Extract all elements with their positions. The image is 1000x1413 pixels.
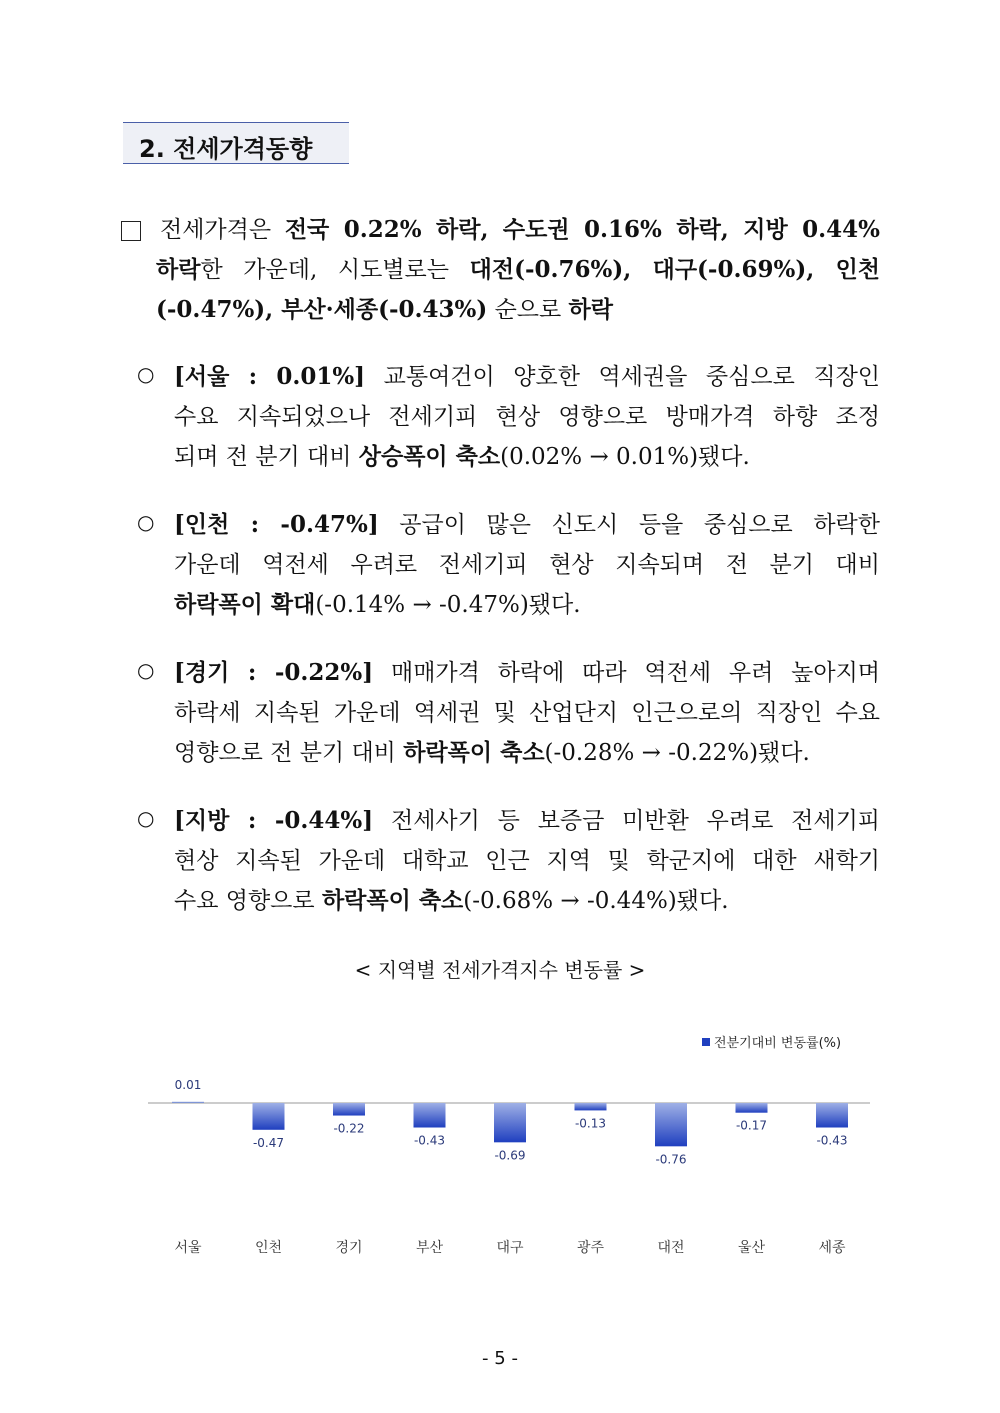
data-label-대구: -0.69 <box>494 1148 526 1163</box>
bullet-text: 현상 지속된 가운데 대학교 인근 지역 및 학군지에 대한 새학기 <box>174 848 880 874</box>
bullet-text: 전세사기 등 보증금 미반환 우려로 전세기피 <box>373 808 881 834</box>
data-label-경기: -0.22 <box>333 1121 365 1136</box>
bullet-text: 수요 영향으로 <box>174 888 322 914</box>
summary-line-3 <box>156 290 880 330</box>
summary-text-bold: (-0.47%), 부산·세종(-0.43%) <box>156 296 488 323</box>
legend-label: 전분기대비 변동률(%) <box>714 1036 842 1051</box>
bar-서울 <box>172 1102 204 1103</box>
bullet-circle-icon: ○ <box>137 510 155 534</box>
summary-text-bold: 대전(-0.76%), 대구(-0.69%), 인천 <box>469 256 880 283</box>
bullet-head: [인천 : -0.47%] <box>174 511 379 538</box>
summary-text: 순으로 <box>487 297 569 323</box>
bullet-text: (-0.28% → -0.22%) <box>544 740 759 766</box>
page-number: - 5 - <box>482 1348 518 1369</box>
category-label-부산: 부산 <box>415 1240 444 1256</box>
category-label-인천: 인천 <box>254 1240 283 1256</box>
bullet-head: [지방 : -0.44%] <box>174 807 374 834</box>
bar-대전 <box>655 1103 687 1146</box>
bullet-text: 되며 전 분기 대비 <box>174 444 359 470</box>
data-label-인천: -0.47 <box>252 1135 285 1150</box>
category-label-대구: 대구 <box>496 1240 524 1256</box>
bullet-text-bold: 하락폭이 확대 <box>174 591 316 618</box>
section-title: 2. 전세가격동향 <box>139 135 313 163</box>
bar-대구 <box>494 1103 526 1142</box>
bullet-text: 가운데 역전세 우려로 전세기피 현상 지속되며 전 분기 대비 <box>174 552 880 578</box>
bullet-text: 수요 지속되었으나 전세기피 현상 영향으로 방매가격 하향 조정 <box>174 404 880 430</box>
bullet-text: 영향으로 전 분기 대비 <box>174 740 404 766</box>
summary-paragraph <box>160 210 880 250</box>
bullet-text-bold: 상승폭이 축소 <box>358 443 501 470</box>
section-title-box <box>123 122 349 164</box>
bullet-text: 됐다. <box>698 444 750 470</box>
bullet-text-bold: 하락폭이 축소 <box>321 887 464 914</box>
category-label-서울: 서울 <box>174 1240 202 1256</box>
bullet-circle-icon: ○ <box>137 362 155 386</box>
bar-인천 <box>253 1103 285 1130</box>
bar-울산 <box>736 1103 768 1113</box>
bullet-text: 공급이 많은 신도시 등을 중심으로 하락한 <box>378 512 880 538</box>
legend-swatch <box>702 1038 710 1046</box>
chart-caption: < 지역별 전세가격지수 변동률 > <box>354 958 646 982</box>
category-label-광주: 광주 <box>576 1240 605 1256</box>
bullet-text: (-0.68% → -0.44%) <box>463 888 677 914</box>
bullet-text: 됐다. <box>758 740 810 766</box>
bullet-head: [서울 : 0.01%] <box>174 363 366 390</box>
bullet-text: 매매가격 하락에 따라 역전세 우려 높아지며 <box>373 660 881 686</box>
bullet-circle-icon: ○ <box>137 806 155 830</box>
bullet-incheon <box>174 505 880 625</box>
bullet-text: (0.02% → 0.01%) <box>500 444 699 470</box>
bullet-seoul <box>174 357 880 477</box>
chart-legend <box>702 1035 841 1051</box>
summary-line-2 <box>156 250 880 290</box>
bullet-text: 됐다. <box>676 888 729 914</box>
bullet-circle-icon: ○ <box>137 658 155 682</box>
data-label-광주: -0.13 <box>574 1116 607 1131</box>
checkbox-square-icon <box>121 221 141 241</box>
summary-text-bold: 하락 <box>156 256 201 283</box>
bullet-text: 교통여건이 양호한 역세권을 중심으로 직장인 <box>365 364 881 390</box>
summary-text-bold: 전국 0.22% 하락, 수도권 0.16% 하락, 지방 0.44% <box>284 216 880 243</box>
data-label-대전: -0.76 <box>655 1152 687 1167</box>
bar-경기 <box>333 1103 365 1116</box>
category-label-세종: 세종 <box>818 1240 846 1256</box>
bullet-head: [경기 : -0.22%] <box>174 659 374 686</box>
bar-chart <box>0 1010 1000 1270</box>
data-label-울산: -0.17 <box>735 1118 768 1133</box>
bullet-text-bold: 하락폭이 축소 <box>403 739 545 766</box>
summary-text: 한 가운데, 시도별로는 <box>200 257 470 283</box>
bar-광주 <box>575 1103 607 1110</box>
summary-text: 전세가격은 <box>160 217 285 243</box>
bullet-text: 하락세 지속된 가운데 역세권 및 산업단지 인근으로의 직장인 수요 <box>174 700 880 726</box>
bullet-jibang <box>174 801 880 921</box>
category-label-대전: 대전 <box>657 1240 685 1256</box>
bullet-gyeonggi <box>174 653 880 773</box>
summary-text-bold: 하락 <box>568 296 613 323</box>
bar-세종 <box>816 1103 848 1128</box>
data-label-세종: -0.43 <box>816 1133 848 1148</box>
bullet-text: (-0.14% → -0.47%) <box>315 592 529 618</box>
category-label-울산: 울산 <box>737 1240 766 1256</box>
data-label-부산: -0.43 <box>413 1133 446 1148</box>
bar-부산 <box>414 1103 446 1128</box>
category-label-경기: 경기 <box>335 1240 363 1256</box>
data-label-서울: 0.01 <box>174 1078 202 1092</box>
bullet-text: 됐다. <box>528 592 581 618</box>
